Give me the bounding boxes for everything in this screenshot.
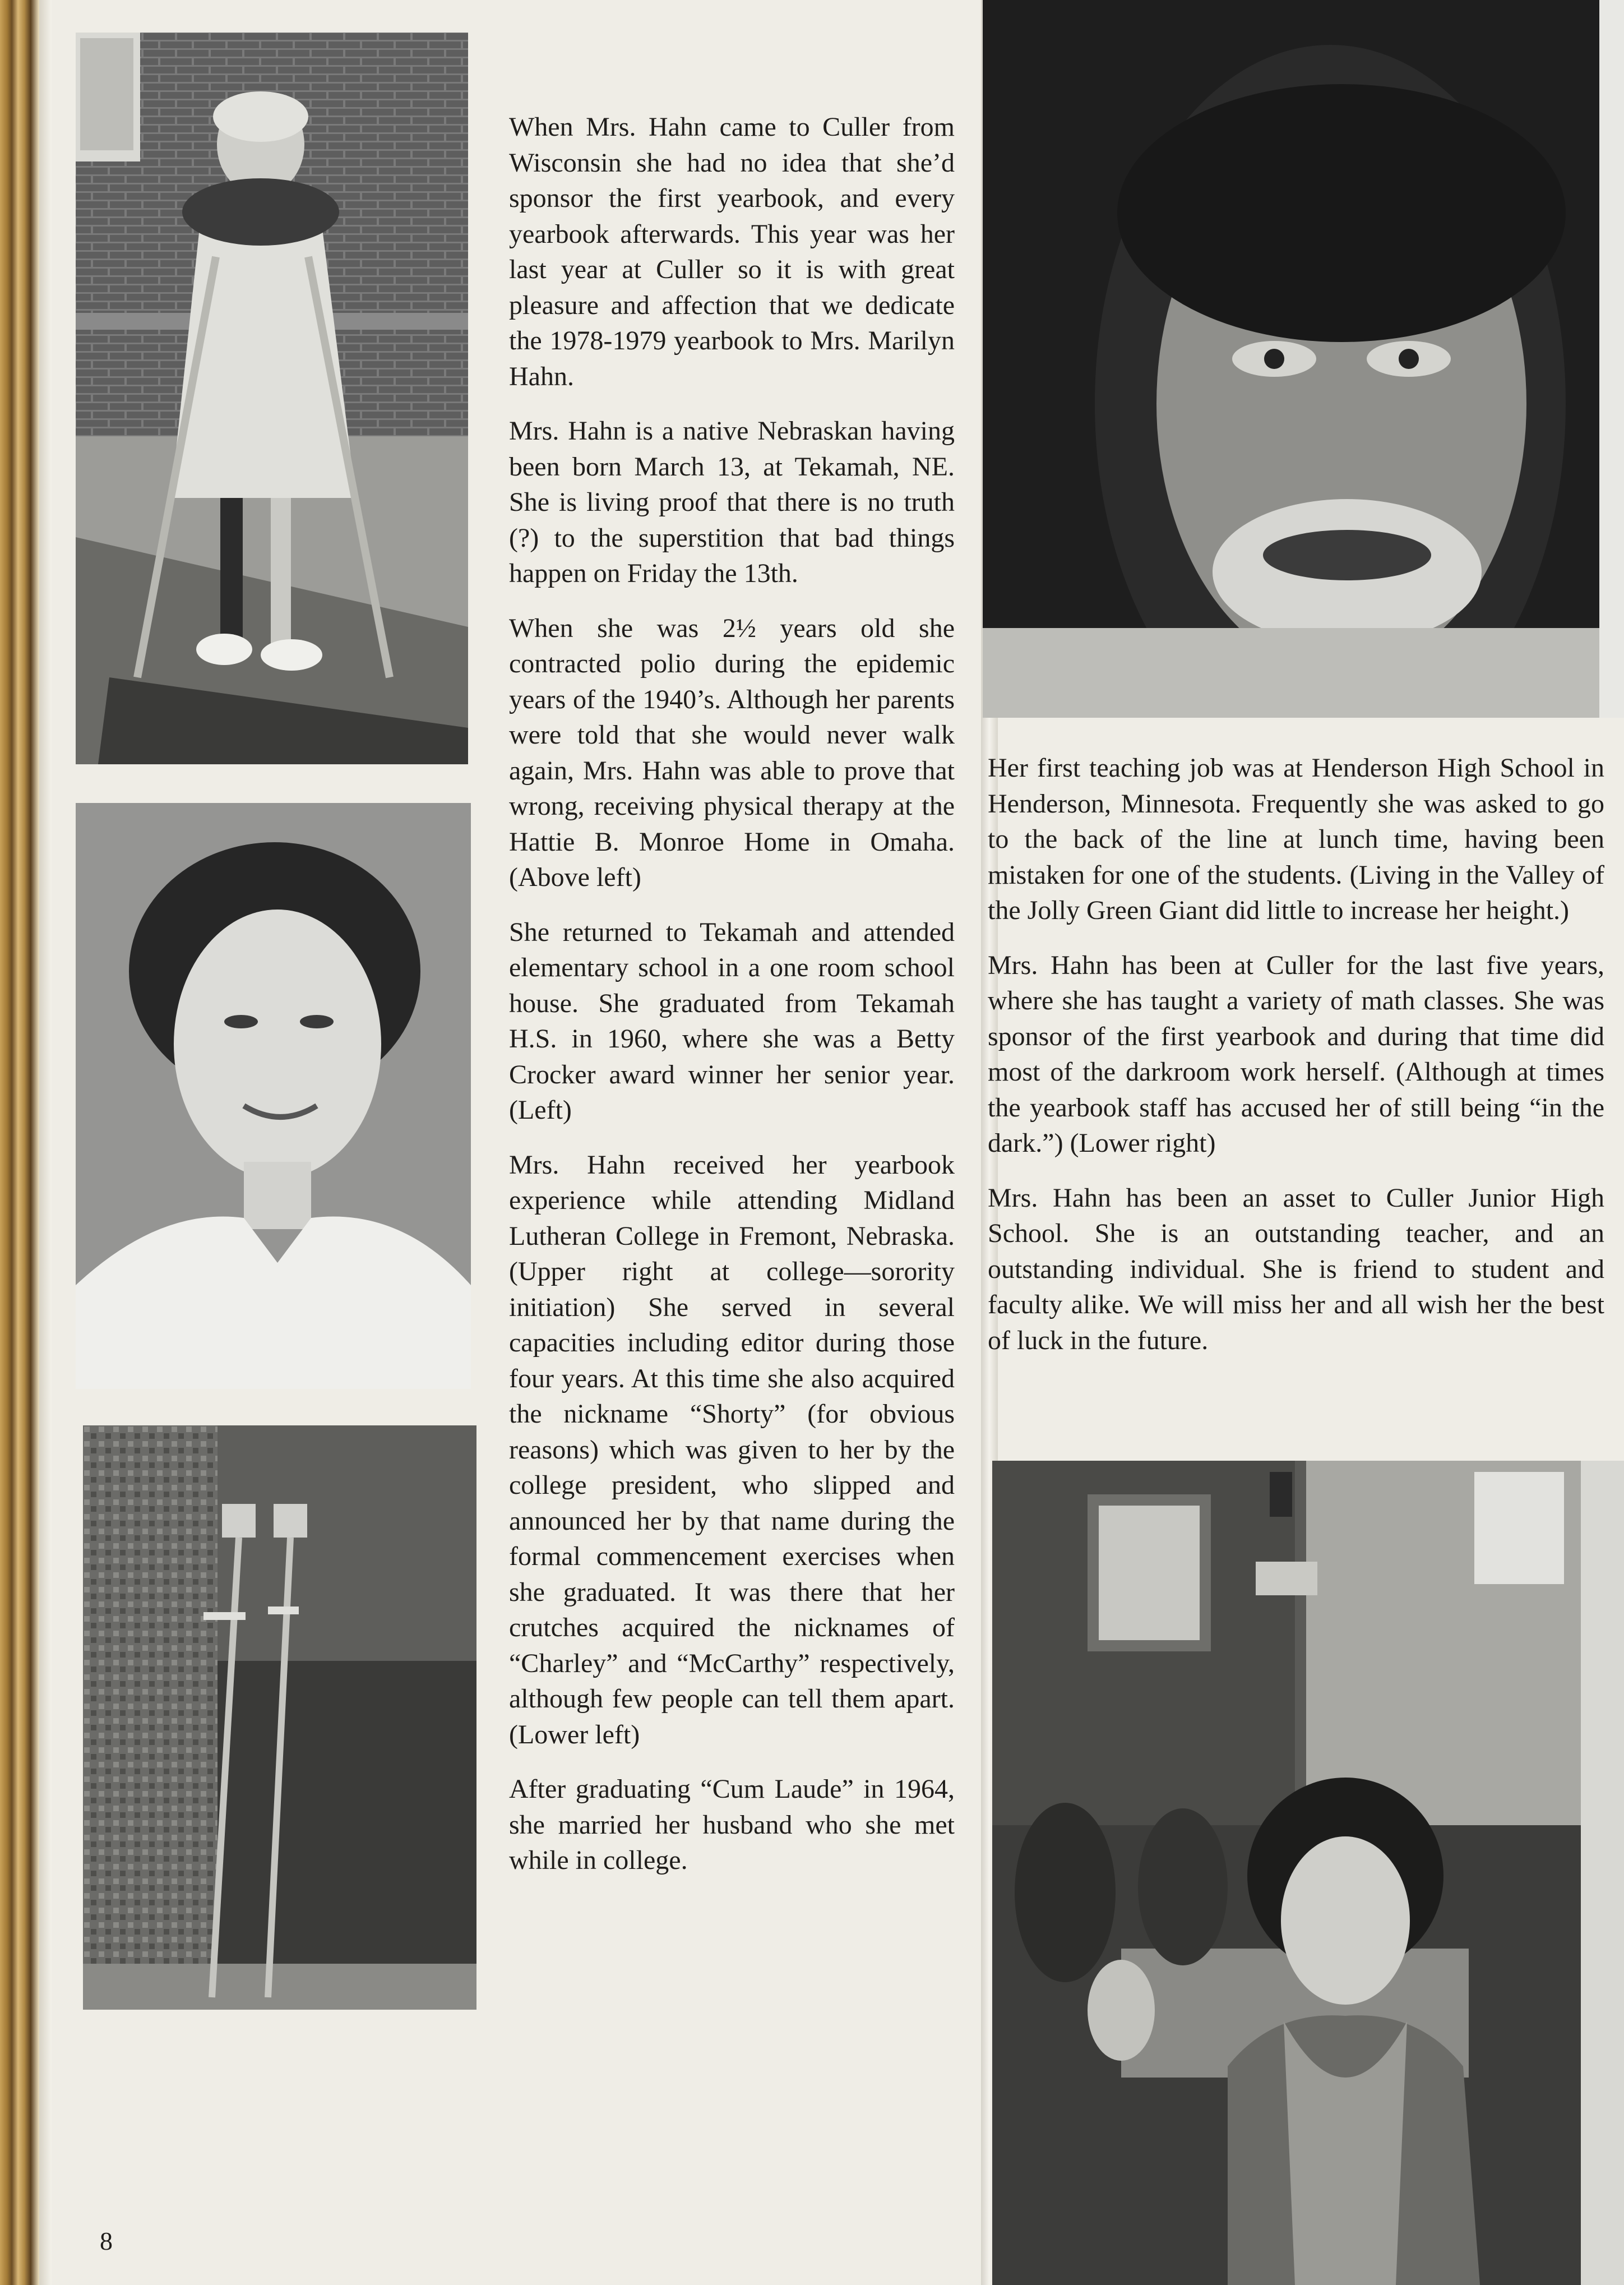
- teacher-classroom-photo: [992, 1461, 1624, 2285]
- paragraph: Mrs. Hahn has been at Culler for the last five years, where she has taught a variety of math classes. She was sponsor of the first yearbook and during that time did most of the darkroom work herself. (Although at times the yearbook staff has accused her of still being “in the dark.”) (Lower right): [988, 950, 1604, 1158]
- paragraph: When Mrs. Hahn came to Culler from Wisconsin she had no idea that she’d sponsor the first yearbook, and every yearbook afterwards. This year was her last year at Culler so it is with great pleasure and affection that we dedicate the 1978-1979 yearbook to Mrs. Marilyn Hahn.: [509, 112, 955, 391]
- paragraph: When she was 2½ years old she contracted polio during the epidemic years of the 1940’s. Although her parents were told that she would never walk again, Mrs. Hahn was able to prove that wrong, receiving physical therapy at the Hattie B. Monroe Home in Omaha. (Above left): [509, 613, 955, 892]
- page-edge: [39, 0, 52, 2285]
- girl-on-crutches-photo: [76, 33, 468, 764]
- paragraph: After graduating “Cum Laude” in 1964, she married her husband who she met while in college.: [509, 1774, 955, 1875]
- page-number: 8: [100, 2227, 113, 2255]
- paragraph: Mrs. Hahn received her yearbook experience while attending Midland Lutheran College in Fremont, Nebraska. (Upper right at college—sorority initiation) She served in several capacities including editor during those four years. At this time she also acquired the nickname “Shorty” (for obvious reasons) which was given to her by the college president, who slipped and announced her by that name during the formal commencement exercises when she graduated. It was there that her crutches acquired the nicknames of “Charley” and “McCarthy” respectively, although few people can tell them apart. (Lower left): [509, 1150, 955, 1749]
- paragraph: Her first teaching job was at Henderson High School in Henderson, Minnesota. Frequently she was asked to go to the back of the line at lunch time, having been mistaken for one of the students. (Living in the Valley of the Jolly Green Giant did little to increase her height.): [988, 753, 1604, 925]
- paragraph: She returned to Tekamah and attended elementary school in a one room school house. She graduated from Tekamah H.S. in 1960, where she was a Betty Crocker award winner her senior year. (Left): [509, 917, 955, 1125]
- dedication-left-column: [509, 109, 955, 1898]
- face-paint-initiation-photo: [983, 0, 1624, 718]
- book-binding-edge: [0, 0, 39, 2285]
- paragraph: Mrs. Hahn has been an asset to Culler Junior High School. She is an outstanding teacher, and an outstanding individual. She is friend to student and faculty alike. We will miss her and all wish her the best of luck in the future.: [988, 1183, 1604, 1355]
- young-woman-portrait-photo: [76, 803, 471, 1389]
- crutches-photo: [83, 1425, 476, 2010]
- paragraph: Mrs. Hahn is a native Nebraskan having been born March 13, at Tekamah, NE. She is living proof that there is no truth (?) to the superstition that bad things happen on Friday the 13th.: [509, 416, 955, 588]
- dedication-right-column: [988, 750, 1604, 1377]
